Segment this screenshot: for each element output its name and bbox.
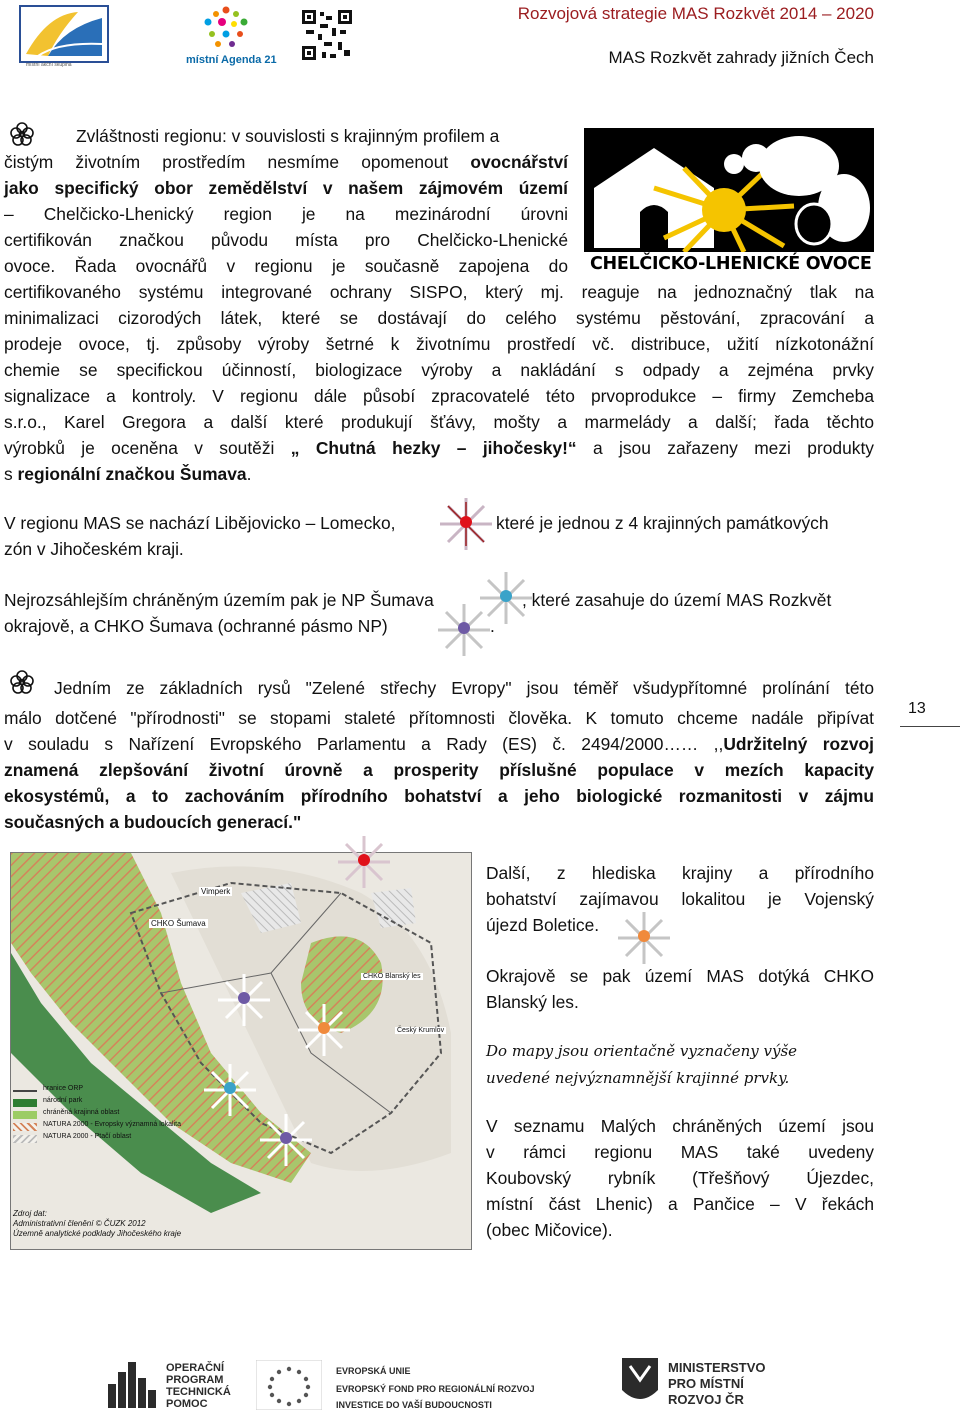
legend-item [13, 1121, 213, 1133]
section1-line-2 [4, 149, 568, 175]
legend-label: chráněná krajinná oblast [43, 1109, 120, 1116]
side-p1-line-2: bohatství zajímavou lokalitou je Vojenský [486, 889, 874, 909]
section4-line-4: znamená zlepšování životní úrovně a prosperity příslušné populace v mezích kapacity [4, 760, 874, 780]
section1-line-3: jako specifický obor zemědělství v našem zájmovém území [4, 178, 568, 198]
text-span: výrobků je oceněna v soutěži [4, 438, 291, 458]
op-tp-line-4: POMOC [166, 1398, 208, 1410]
text-span: . [246, 464, 252, 484]
legend-swatch [13, 1123, 37, 1131]
landmark-marker-orange-icon [614, 908, 674, 968]
flower-bullet-icon [8, 668, 36, 696]
bold-span: ovocnářství [470, 152, 568, 172]
page-number: 13 [908, 700, 926, 717]
section1-line-10: chemie se specifickou účinností, biologizace výroby a nakládání s odpady a zejména prvky [4, 360, 874, 380]
side-p3-line-1: V seznamu Malých chráněných území jsou [486, 1116, 874, 1136]
text-span: s [4, 464, 18, 484]
legend-label: hranice ORP [43, 1085, 84, 1092]
mmr-line-2: PRO MÍSTNÍ [668, 1376, 744, 1391]
map-source [13, 1209, 181, 1239]
side-p3-line-3: Koubovský rybník (Třešňový Újezdec, [486, 1168, 874, 1188]
section1-line-13 [4, 435, 874, 461]
op-tp-line-3: TECHNICKÁ [166, 1386, 231, 1398]
eu-flag-icon [256, 1360, 322, 1410]
section4-line-2: málo dotčené "přírodnosti" se stopami staleté přítomnosti člověka. K tomuto chceme nadále připívat [4, 708, 874, 728]
side-p2-line-2: Blanský les. [486, 992, 579, 1012]
text-span: čistým životním prostředím nesmíme opomenout [4, 152, 471, 172]
map-note-line-2: uvedené nejvýznamnější krajinné prvky. [486, 1069, 790, 1087]
text-span: v souladu s Nařízení Evropského Parlamentu a Rady (ES) č. 2494/2000…… ,, [4, 734, 724, 754]
map-note-line-1: Do mapy jsou orientačně vyznačeny výše [486, 1042, 798, 1060]
section1-line-7: certifikovaného systému integrované ochrany SISPO, který mj. reaguje na jednoznačný tlak na [4, 282, 874, 302]
side-p1-line-1: Další, z hlediska krajiny a přírodního [486, 863, 874, 883]
legend-label: NATURA 2000 - Evropsky významná lokalita [43, 1121, 181, 1128]
text-span: a jsou zařazeny mezi produkty [576, 438, 874, 458]
legend-swatch [13, 1090, 37, 1092]
landmark-marker-red-icon [334, 832, 394, 892]
legend-swatch [13, 1135, 37, 1143]
landmark-marker-purple-icon [434, 600, 494, 660]
section1-line-4: – Chelčicko-Lhenický region je na mezinárodní úrovni [4, 204, 568, 224]
side-p1-line-3: újezd Boletice. [486, 915, 600, 935]
op-tp-line-1: OPERAČNÍ [166, 1362, 225, 1374]
section1-line-1: Zvláštnosti regionu: v souvislosti s krajinným profilem a [76, 126, 500, 146]
fruit-logo-caption: CHELČICKO-LHENICKÉ OVOCE [590, 254, 872, 274]
flower-bullet-icon [8, 120, 36, 148]
section1-line-8: minimalizaci cizorodých látek, které se dostávají do celého systému pěstování, zpracování a [4, 308, 874, 328]
document-subtitle: MAS Rozkvět zahrady jižních Čech [608, 48, 874, 67]
map-label-cesky-krumlov: Český Krumlov [397, 1027, 445, 1034]
landmark-marker-purple-icon [214, 970, 274, 1030]
section1-line-5: certifikován značkou původu místa pro Chelčicko-Lhenické [4, 230, 568, 250]
op-tp-logo-icon [108, 1358, 160, 1408]
document-title: Rozvojová strategie MAS Rozkvět 2014 – 2020 [517, 4, 874, 23]
fruit-logo-graphic [584, 128, 874, 274]
map-source-title: Zdroj dat: [13, 1209, 47, 1218]
region-map[interactable] [10, 852, 472, 1250]
map-legend [13, 1085, 213, 1145]
map-graphic [11, 853, 471, 1249]
page-number-rule [900, 726, 960, 727]
legend-swatch [13, 1099, 37, 1107]
section1-line-14 [4, 461, 874, 487]
section2-line-1a: V regionu MAS se nachází Libějovicko – Lomecko, [4, 513, 396, 533]
agenda21-label: místní Agenda 21 [186, 54, 277, 66]
landmark-marker-red-icon [436, 494, 496, 554]
side-p3-line-2: v rámci regionu MAS také uvedeny [486, 1142, 874, 1162]
legend-item [13, 1085, 213, 1097]
legend-item [13, 1097, 213, 1109]
map-label-chko-blansky-les: CHKO Blanský les [363, 973, 421, 980]
bold-span: „ Chutná hezky – jihočesky!“ [290, 438, 577, 458]
legend-item [13, 1109, 213, 1121]
side-p3-line-5: (obec Mičovice). [486, 1220, 613, 1240]
map-label-vimperk: Vimperk [201, 887, 231, 896]
chelcicko-lhenicke-ovoce-logo [584, 128, 874, 274]
legend-label: NATURA 2000 - Ptačí oblast [43, 1133, 132, 1140]
section1-line-6: ovoce. Řada ovocnářů v regionu je současně zapojena do [4, 256, 568, 276]
section4-line-5: ekosystémů, a to zachováním přírodního bohatství a jeho biologické rozmanitosti v zájmu [4, 786, 874, 806]
eu-line-2: EVROPSKÝ FOND PRO REGIONÁLNÍ ROZVOJ [336, 1384, 535, 1394]
mmr-line-3: ROZVOJ ČR [668, 1392, 744, 1407]
bold-span: regionální značkou Šumava [17, 464, 247, 484]
section3-line-1a: Nejrozsáhlejším chráněným územím pak je NP Šumava [4, 590, 434, 610]
eu-line-3: INVESTICE DO VAŠÍ BUDOUCNOSTI [336, 1400, 492, 1410]
map-label-chko-sumava: CHKO Šumava [151, 919, 206, 928]
map-source-line: Územně analytické podklady Jihočeského kraje [13, 1229, 182, 1238]
section4-line-6: současných a budoucích generací." [4, 812, 302, 832]
legend-label: národní park [43, 1097, 83, 1104]
legend-item [13, 1133, 213, 1145]
svg-text:místní akční skupina: místní akční skupina [26, 62, 72, 68]
section3-line-2b: . [490, 616, 495, 636]
side-p3-line-4: místní část Lhenic) a Pančice – V řekách [486, 1194, 874, 1214]
bold-span: Udržitelný rozvoj [723, 734, 874, 754]
mmr-logo-icon [620, 1356, 660, 1408]
op-tp-line-2: PROGRAM [166, 1374, 224, 1386]
mmr-line-1: MINISTERSTVO [668, 1360, 766, 1375]
legend-swatch [13, 1111, 37, 1119]
mas-rozkvet-logo [18, 4, 110, 68]
section1-line-9: prodeje ovoce, tj. způsoby výroby šetrné k životnímu prostředí vč. distribuce, užití nízkotonážní [4, 334, 874, 354]
section4-line-3 [4, 731, 874, 757]
section1-line-11: signalizace a kontroly. V regionu dále působí zpracovatelé této prvoprodukce – firmy Zemcheba [4, 386, 874, 406]
section3-line-1b: , které zasahuje do území MAS Rozkvět [522, 590, 832, 610]
map-source-line: Administrativní členění © ČUZK 2012 [13, 1219, 146, 1228]
landmark-marker-cyan-icon [200, 1060, 260, 1120]
section2-line-2: zón v Jihočeském kraji. [4, 539, 184, 559]
section1-line-12: s.r.o., Karel Gregora a další které produkují šťávy, mošty a marmelády a další; řada těchto [4, 412, 874, 432]
section4-line-1: Jedním ze základních rysů "Zelené střechy Evropy" jsou téměř všudypřítomné prolínání této [54, 678, 874, 698]
landmark-marker-orange-icon [294, 1000, 354, 1060]
section2-line-1b: které je jednou z 4 krajinných památkových [496, 513, 829, 533]
landmark-marker-purple-icon [256, 1110, 316, 1170]
section3-line-2a: okrajově, a CHKO Šumava (ochranné pásmo NP) [4, 616, 388, 636]
qr-code[interactable] [300, 8, 354, 62]
eu-line-1: EVROPSKÁ UNIE [336, 1366, 411, 1376]
side-p2-line-1: Okrajově se pak území MAS dotýká CHKO [486, 966, 874, 986]
